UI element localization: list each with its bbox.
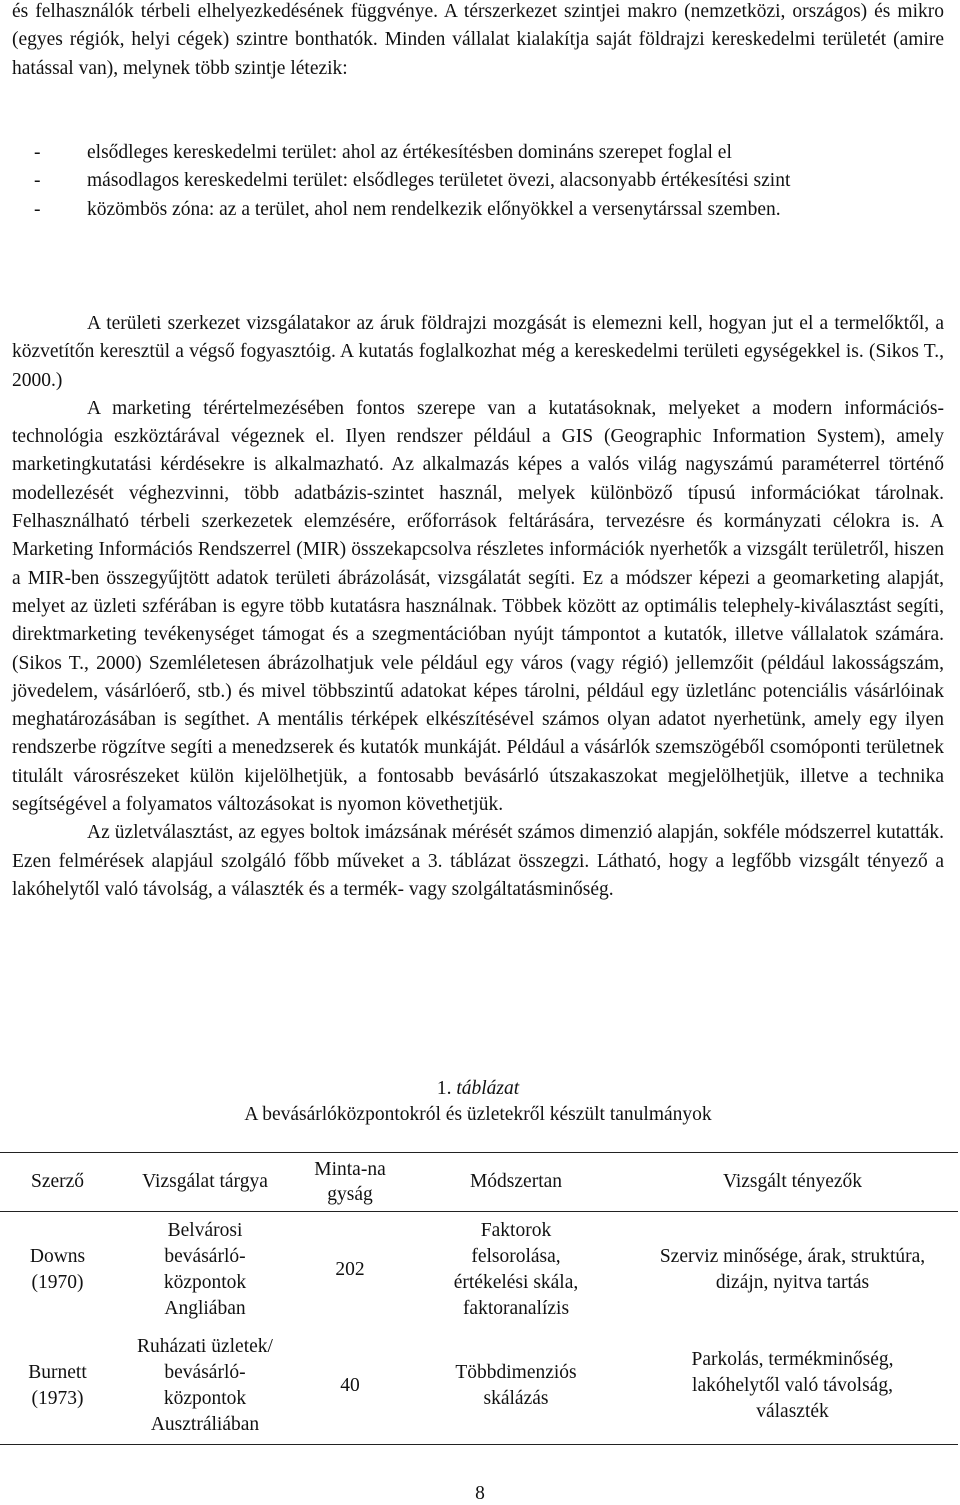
list-item-text: közömbös zóna: az a terület, ahol nem rendelkezik előnyökkel a versenytárssal szemben.	[87, 198, 781, 220]
header-author: Szerző	[30, 1171, 85, 1192]
table-caption-title: A bevásárlóközpontokról és üzletekről készült tanulmányok	[244, 1104, 712, 1125]
cell-author: Downs (1970)	[29, 1246, 86, 1293]
paragraph: A területi szerkezet vizsgálatakor az áruk földrajzi mozgását is elemezni kell, hogyan jut el a termelőktől, a közvetítőn keresztül a végső fogyasztóig. A kutatás foglalkozhat még a kereskedelmi területi egységekkel is. (Sikos T., 2000.)	[12, 313, 944, 391]
table-label: táblázat	[456, 1078, 520, 1099]
list-item	[34, 196, 944, 224]
list-dash: -	[34, 170, 41, 192]
list-item	[34, 139, 944, 167]
table-caption-number	[12, 1075, 944, 1103]
list-item-text: elsődleges kereskedelmi terület: ahol az értékesítésben domináns szerepet foglal el	[87, 142, 732, 163]
cell-factors: Szerviz minősége, árak, struktúra, dizájn, nyitva tartás	[659, 1246, 926, 1293]
cell-sample-size: 202	[335, 1259, 365, 1280]
paragraph: Az üzletválasztást, az egyes boltok imázsának mérését számos dimenzió alapján, sokféle módszerrel kutatták. Ezen felmérések alapjául szolgáló főbb műveket a 3. táblázat összegzi. Látható, hogy a legfőbb vizsgált tényező a lakóhelytől való távolság, a választék és a termék- vagy szolgáltatásminőség.	[12, 822, 944, 900]
header-subject: Vizsgálat tárgya	[142, 1171, 268, 1192]
cell-factors: Parkolás, termékminőség, lakóhelytől való távolság, választék	[691, 1349, 894, 1422]
intro-paragraph: és felhasználók térbeli elhelyezkedésének függvénye. A térszerkezet szintjei makro (nemzetközi, országos) és mikro (egyes régiók, helyi cégek) szintre bonthatók. Minden vállalat kialakítja saját földrajzi kereskedelmi területét (amire hatással van), melynek több szintje létezik:	[12, 1, 944, 79]
table-header-row	[0, 1153, 958, 1212]
table-row	[0, 1328, 958, 1445]
header-sample-size	[295, 1153, 405, 1212]
body-text	[12, 310, 944, 904]
list-item-text: másodlagos kereskedelmi terület: elsődleges területet övezi, alacsonyabb értékesítési szint	[87, 170, 791, 192]
studies-table	[0, 1152, 958, 1445]
page-number: 8	[475, 1483, 485, 1504]
table-row	[0, 1212, 958, 1329]
cell-sample-size: 40	[340, 1375, 360, 1396]
list-dash: -	[34, 198, 41, 220]
territory-levels-list	[34, 139, 944, 224]
header-method: Módszertan	[469, 1171, 563, 1192]
cell-method: Többdimenziós skálázás	[455, 1362, 577, 1409]
cell-method: Faktorok felsorolása, értékelési skála, faktoranalízis	[453, 1220, 579, 1319]
header-factors: Vizsgált tényezők	[722, 1171, 863, 1192]
paragraph: A marketing térértelmezésében fontos szerepe van a kutatásoknak, melyeket a modern információs-technológia eszköztárával végeznek el. Ilyen rendszer például a GIS (Geographic Information System), amely marketingkutatási kérdésekre is alkalmazható. Az alkalmazás képes a valós világ nagyszámú paraméterrel történő modellezését véghezvinni, több adatbázis-szintet használ, melyek különböző típusú információkat tárolnak. Felhasználható térbeli szerkezetek elemzésére, erőforrások feltárására, tervezésre és kormányzati célokra is. A Marketing Információs Rendszerrel (MIR) összekapcsolva részletes információk nyerhetők a vizsgált területről, hiszen a MIR-ben összegyűjtött adatok területi ábrázolását, vizsgálatát segíti. Ez a módszer képezi a geomarketing alapját, melyet az üzleti szférában is egyre több kutatásra használnak. Többek között az optimális telephely-kiválasztást segíti, direktmarketing tevékenységet támogat és a szegmentációban nyújt támpontot a kutatók, illetve vállalatok számára. (Sikos T., 2000) Szemléletesen ábrázolhatjuk vele például egy város (vagy régió) jellemzőit (például lakosságszám, jövedelem, vásárlóerő, stb.) és mivel többszintű adatokat képes tárolni, például egy üzletlánc potenciális vásárlóinak meghatározásában is segíthet. A mentális térképek elkészítésével számos olyan adatot nyerhetünk, amely egy ilyen rendszerbe rögzítve segíti a menedzserek és kutatók munkáját. Például a vásárlók szemszögéből csomóponti területnek titulált városrészeket külön kijelölhetjük, a fontosabb bevásárló útszakaszokat megjelölhetjük, illetve a technika segítségével a folyamatos változásokat is nyomon követhetjük.	[12, 397, 944, 816]
list-dash: -	[34, 142, 41, 163]
header-sample-size-text: Minta-nagyság	[314, 1159, 386, 1205]
cell-subject: Ruházati üzletek/ bevásárló-központok Ausztráliában	[137, 1336, 273, 1435]
cell-author: Burnett (1973)	[28, 1362, 87, 1409]
cell-subject: Belvárosi bevásárló-központok Angliában	[163, 1220, 247, 1319]
list-item	[34, 167, 944, 195]
table-number: 1.	[436, 1078, 452, 1099]
